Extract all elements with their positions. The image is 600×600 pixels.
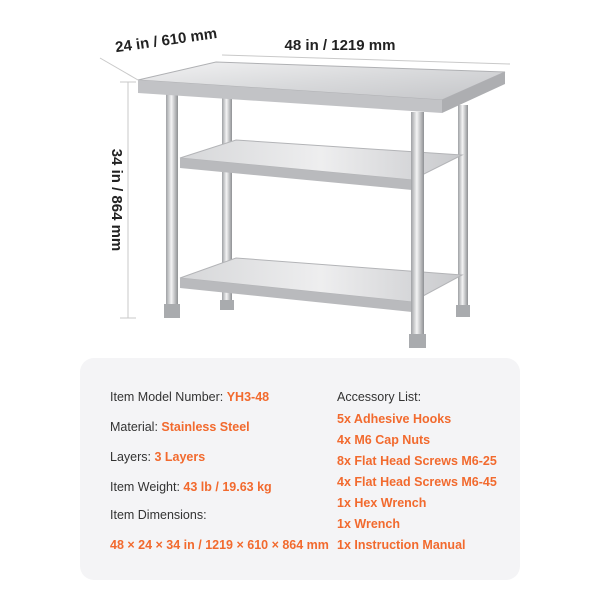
accessory-title: Accessory List: [337, 390, 422, 404]
spec-layers-label: Layers: [110, 450, 155, 464]
front-left-foot [164, 304, 180, 318]
back-left-foot [220, 300, 234, 310]
depth-label: 24 in / 610 mm [114, 25, 219, 57]
front-right-foot [409, 334, 426, 348]
spec-model [110, 390, 269, 404]
spec-weight [110, 480, 272, 494]
front-left-leg [166, 92, 178, 310]
height-label: 34 in / 864 mm [108, 148, 125, 252]
spec-weight-value: 43 lb / 19.63 kg [183, 480, 272, 494]
accessory-item: 4x M6 Cap Nuts [337, 433, 431, 447]
spec-layers [110, 450, 205, 464]
spec-dimensions-value: 48 × 24 × 34 in / 1219 × 610 × 864 mm [110, 538, 329, 552]
accessory-item: 1x Wrench [337, 517, 400, 531]
spec-model-label: Item Model Number: [110, 390, 227, 404]
back-right-foot [456, 305, 470, 317]
spec-model-value: YH3-48 [226, 390, 270, 404]
spec-material-label: Material: [110, 420, 162, 434]
spec-material-value: Stainless Steel [161, 420, 250, 434]
spec-dimensions-label: Item Dimensions: [110, 508, 207, 522]
accessory-item: 5x Adhesive Hooks [337, 412, 452, 426]
front-right-leg [411, 112, 424, 340]
back-right-leg [458, 105, 468, 315]
spec-card [80, 358, 520, 580]
spec-layers-value: 3 Layers [154, 450, 206, 464]
width-label: 48 in / 1219 mm [284, 37, 396, 54]
spec-material [110, 420, 250, 434]
accessory-item: 4x Flat Head Screws M6-45 [337, 475, 497, 489]
accessory-item: 1x Hex Wrench [337, 496, 427, 510]
accessory-item: 8x Flat Head Screws M6-25 [337, 454, 497, 468]
accessory-item: 1x Instruction Manual [337, 538, 466, 552]
spec-weight-label: Item Weight: [110, 480, 184, 494]
